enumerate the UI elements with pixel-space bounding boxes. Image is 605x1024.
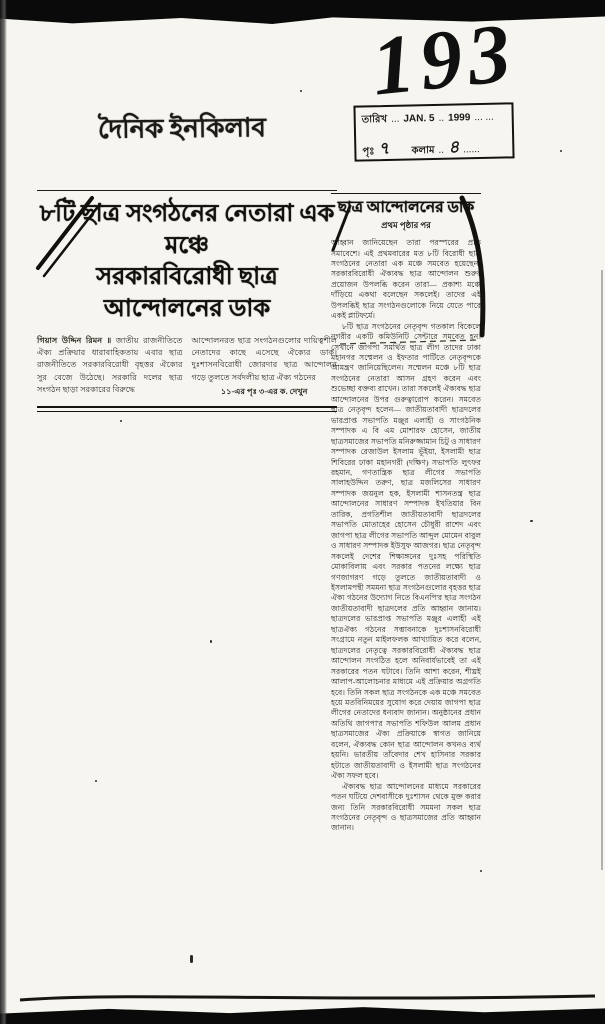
continuation-paragraph: ৮টি ছাত্র সংগঠনের নেতৃবৃন্দ গতকাল বিকেলে নগরীর একটি কমিউনিটি সেন্টারে সমবেত হন। সেখানে জাগপা সমর্থিত ছাত্র লীগ তাদের ঢাকা মহানগর সম্মেলন ও ইফতার পার্টিতে নেতৃবৃন্দকে আমন্ত্রণ জানিয়েছিলেন। সম্মেলন মঞ্চে ৮টি ছাত্র সংগঠনের নেতারা আসন গ্রহণ করেন এবং শুভেচ্ছা বক্তব্য রাখেন। তারা সকলেই ঐক্যবদ্ধ ছাত্র আন্দোলনের উপর গুরুত্বারোপ করেন। সমবেত ছাত্র নেতৃবৃন্দ হলেন— জাতীয়তাবাদী ছাত্রদলের ভারপ্রাপ্ত সভাপতি মঞ্জুর এলাহী ও সাংগঠনিক সম্পাদক এ বি এম মোশারফ হোসেন, জাতীয় ছাত্রসমাজের সভাপতি মনিরুজ্জামান চিটু ও সাধারণ সম্পাদক রেজাউল ইসলাম ভূঁইয়া, ইসলামী ছাত্র শিবিরের ঢাকা মহানগরী (দক্ষিণ) সভাপতি লুৎফর রহমান, গণতান্ত্রিক ছাত্র লীগের সভাপতি সালাহউদ্দিন তরুণ, ছাত্র মজলিসের সাধারণ সম্পাদক জয়নুল হক, ইসলামী শাসনতন্ত্র ছাত্র আন্দোলনের সাধারণ সম্পাদক ইখতিয়ার বিন তারিক, প্রগতিশীল জাতীয়তাবাদী ছাত্রদলের সভাপতি মোতাহের হোসেন চৌধুরী রাশেদ এবং জাগপা ছাত্র লীগের সভাপতি আব্দুল মোমেন বাবুল ও সাধারণ সম্পাদক ইউসুফ আজগর। ছাত্র নেতৃবৃন্দ সকলেই দেশের শিক্ষাঙ্গনের দুঃসহ পরিস্থিতি মোকাবিলায় এবং সরকার পতনের লক্ষ্যে ছাত্র গণজাগরণ গড়ে তুলতে জাতীয়তাবাদী ও ইসলামপন্থী সমমনা ছাত্র সংগঠনগুলোর বৃহত্তর ছাত্র ঐক্য গঠনের উদ্যোগ নিতে বিএনপি'র ছাত্র সংগঠন জাতীয়তাবাদী ছাত্রদলের প্রতি আহ্বান জানায়। ছাত্রদলের ভারপ্রাপ্ত সভাপতি মঞ্জুর এলাহী এই ছাত্রঐক্য গঠনের সম্ভাবনাকে দুঃশাসনবিরোধী সংগ্রামে নতুন মাইলফলক আখ্যায়িত করে বলেন, ছাত্রদলের নেতৃত্বে সরকারবিরোধী ঐক্যবদ্ধ ছাত্র আন্দোলন সংগঠিত হলে অনিবার্যভাবেই তা এই সরকারের পতন ঘটাবে। তিনি আশা করেন, শীঘ্রই আলাপ-আলোচনার মাধ্যমে এই প্রক্রিয়ার অগ্রগতি হবে। তিনি সকল ছাত্র সংগঠনকে এক মঞ্চে সমবেত হয়ে মতবিনিময়ের সুযোগ করে দেয়ায় জাগপা ছাত্র লীগের নেতাদের ধন্যবাদ জানান। অনুষ্ঠানের প্রধান অতিথি জাগপা'র সভাপতি শফিউল আলম প্রধান ছাত্রসমাজের ঐক্য প্রক্রিয়াকে স্বাগত জানিয়ে বলেন, ঐক্যবদ্ধ কোন ছাত্র আন্দোলন কখনও ব্যর্থ হয়নি। ভারতীয় তাঁবেদার শেখ হাসিনার সরকার হটাতে জাতীয়তাবাদী ও ইসলামী ছাত্র সংগঠনের ঐক্য সফল হবে। <box>331 321 481 781</box>
scan-edge-left <box>0 0 7 1024</box>
scan-speck <box>300 90 302 92</box>
stamp-dots: .. <box>438 144 445 156</box>
article-jump-note: ১১-এর পৃঃ ৩-এর ক. দেখুন <box>220 386 308 396</box>
article-column-1 <box>37 335 183 398</box>
scan-speck <box>210 640 212 643</box>
scan-speck <box>95 780 97 782</box>
continuation-title: ছাত্র আন্দোলনের ডাক <box>337 199 475 216</box>
stamp-year-value: 1999 <box>447 112 471 124</box>
handwritten-archive-number: 193 <box>367 6 521 114</box>
continuation-paragraph: ঐক্যবদ্ধ ছাত্র আন্দোলনের মাধ্যমে সরকারের পতন ঘটিয়ে দেশবাসীকে দুঃশাসন থেকে মুক্ত করার জন্য তিনি সরকারবিরোধী সমমনা সকল ছাত্র সংগঠনের নেতৃবৃন্দ ও ছাত্রসমাজের প্রতি আহ্বান জানান। <box>331 781 481 833</box>
stamp-dots: .. <box>438 112 445 124</box>
article-headline-line1: ৮টি ছাত্র সংগঠনের নেতারা এক মঞ্চে <box>39 201 335 259</box>
scan-speck <box>120 420 122 422</box>
stamp-page-value-handwritten: ৭ <box>377 138 391 159</box>
scan-speck <box>530 520 533 522</box>
stamp-date-row <box>362 109 508 129</box>
article-column-2 <box>192 335 338 398</box>
stamp-dots: ... ... <box>474 111 494 124</box>
article-headline-line2: সরকারবিরোধী ছাত্র আন্দোলনের ডাক <box>96 264 278 323</box>
scan-speck <box>190 955 193 963</box>
article-byline: গিয়াস উদ্দিন রিমন ॥ <box>37 335 112 345</box>
stamp-date-value: JAN. 5 <box>403 112 435 125</box>
continuation-header <box>331 193 481 233</box>
stamp-page-label: পৃঃ <box>362 146 375 158</box>
article-body <box>37 335 337 398</box>
scan-edge-bottom <box>0 998 605 1024</box>
newspaper-masthead: দৈনিক ইনকিলাব <box>97 113 267 144</box>
date-stamp-box <box>353 102 514 161</box>
article-lead-text-1: জাতীয় রাজনীতিতে ঐক্য প্রক্রিয়ার ধারাবাহিকতায় এবার ছাত্র রাজনীতিতে সরকারবিরোধী বৃহত্তর ঐক্যের সুর বেজে উঠেছে। সরকারি দলের ছাত্র সংগঠন ছাড়া সরকারের বিরুদ্ধে <box>37 335 183 394</box>
article-bottom-rule <box>37 406 337 412</box>
article-headline <box>37 190 337 326</box>
continuation-subtitle: প্রথম পৃষ্ঠার পর <box>381 220 431 231</box>
scan-edge-right <box>601 270 603 870</box>
stamp-dots: ...... <box>462 144 480 156</box>
stamp-date-label: তারিখ <box>361 113 388 126</box>
scan-bottom-streak <box>20 996 595 1000</box>
front-page-article-clipping <box>37 190 337 412</box>
scan-speck <box>560 150 562 152</box>
stamp-column-label: কলাম <box>411 144 435 157</box>
continuation-column-clipping <box>331 193 481 977</box>
article-lead-text-2: আন্দোলনরত ছাত্র সংগঠনগুলোর দায়িত্বশীল নেতাদের কাছে এসেছে ঐক্যের ডাক। দুঃশাসনবিরোধী জোরদার ছাত্র আন্দোলন গড়ে তুলতে সর্বদলীয় ছাত্র ঐক্য গঠনের <box>191 335 337 382</box>
continuation-paragraph: আহ্বান জানিয়েছেন তারা পরস্পরের প্রতি সমাবেশে। এই প্রথমবারের মত ৮টি বিরোধী ছাত্র সংগঠনের নেতারা এক মঞ্চে সমবেত হয়েছেন। সরকারবিরোধী ঐক্যবদ্ধ ছাত্র আন্দোলন শুরুর প্রয়োজন উপলব্ধি করেন তারা— প্রকাশ্য মঞ্চে দাঁড়িয়ে একথা বলেছেন সকলেই। তাদের এই উপলব্ধিই ছাত্র সংগঠনগুলোকে নিয়ে যেতে পারে একই প্লাটফর্মে। <box>331 238 481 321</box>
continuation-body <box>331 238 481 834</box>
stamp-column-value-handwritten: ৪ <box>447 137 460 158</box>
stamp-page-column-row <box>362 133 509 164</box>
stamp-dots: ... <box>390 113 400 125</box>
